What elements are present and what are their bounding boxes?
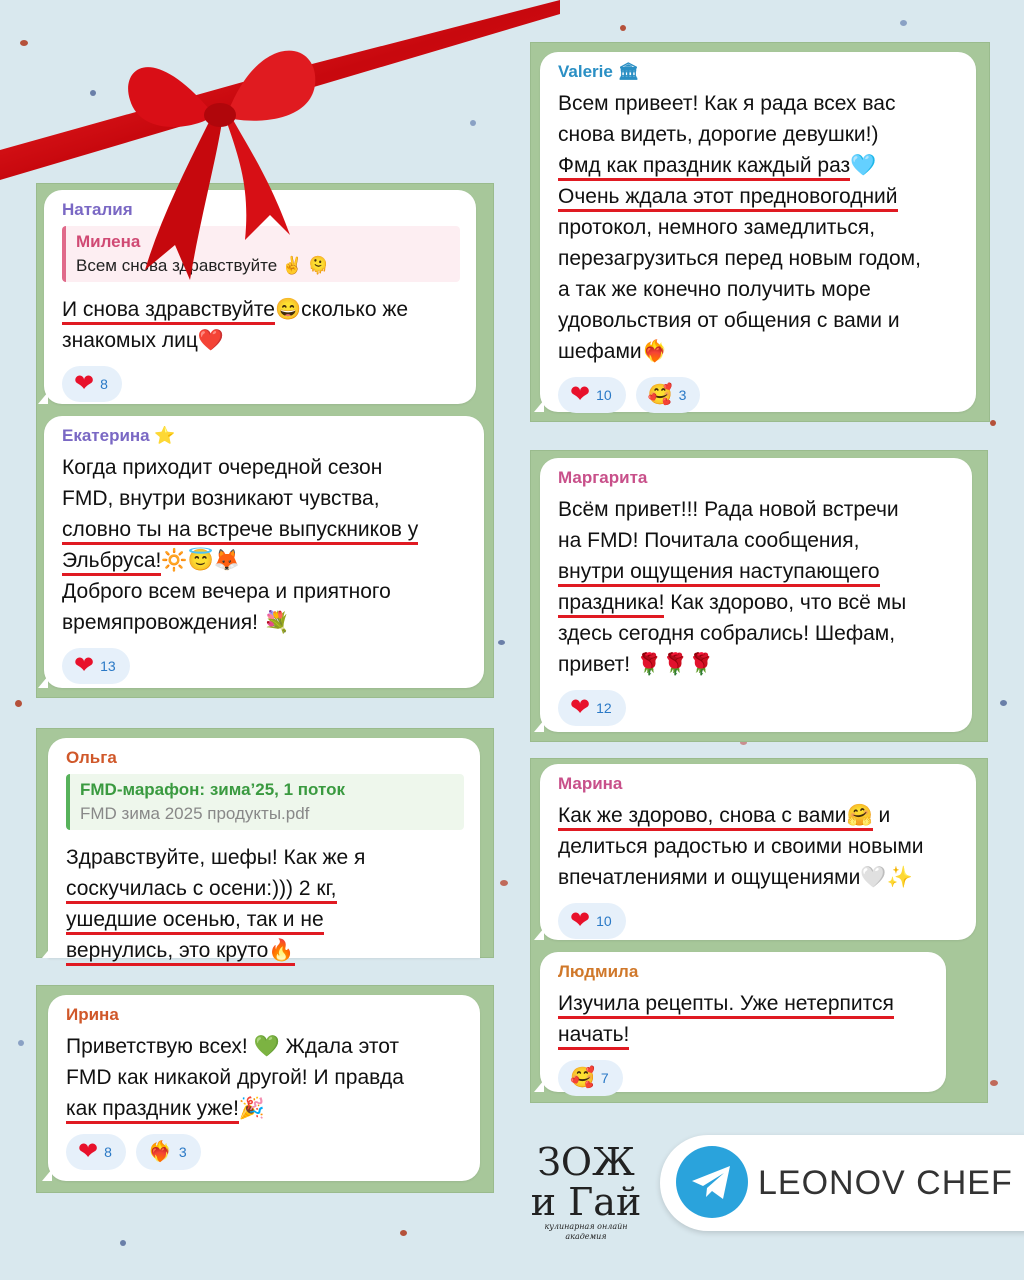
reaction-heart[interactable] xyxy=(62,648,130,684)
message-text: протокол, немного замедлиться, xyxy=(558,216,876,239)
message-text: Всём привет!!! Рада новой встречи xyxy=(558,498,899,521)
message-text: начать! xyxy=(558,1023,629,1050)
message-text: снова видеть, дорогие девушки!) xyxy=(558,123,879,146)
reaction-count: 10 xyxy=(596,913,612,929)
message-text: привет! 🌹🌹🌹 xyxy=(558,653,715,676)
reaction-smiling-hearts[interactable] xyxy=(636,377,701,413)
sender-name: Наталия xyxy=(62,200,133,219)
quote-text: Всем снова здравствуйте ✌️ 🫠 xyxy=(76,256,329,275)
sender-name: Людмила xyxy=(558,962,639,981)
smiling-face-hearts-icon: 🥰 xyxy=(647,384,673,406)
message-text: на FMD! Почитала сообщения, xyxy=(558,529,860,552)
message-margarita xyxy=(540,458,972,732)
smiling-face-hearts-icon: 🥰 xyxy=(570,1067,595,1089)
message-text: времяпровождения! 💐 xyxy=(62,611,290,634)
message-text: Всем привеет! Как я рада всех вас xyxy=(558,92,896,115)
message-text: вернулись, это круто🔥 xyxy=(66,939,295,966)
message-text: Как же здорово, снова с вами🤗 xyxy=(558,804,873,831)
reaction-heart[interactable] xyxy=(558,690,626,726)
reaction-count: 8 xyxy=(100,376,108,392)
reaction-count: 8 xyxy=(104,1144,112,1160)
message-text: Доброго всем вечера и приятного xyxy=(62,580,391,603)
message-text: соскучилась с осени:))) 2 кг, xyxy=(66,877,337,904)
message-text: Изучила рецепты. Уже нетерпится xyxy=(558,992,894,1019)
heart-icon: ❤ xyxy=(78,1138,99,1165)
message-text: словно ты на встрече выпускников у xyxy=(62,518,418,545)
message-text: здесь сегодня собрались! Шефам, xyxy=(558,622,896,645)
sender-name: Valerie 🏛 xyxy=(558,62,640,81)
heart-icon: ❤ xyxy=(74,370,95,397)
message-text: как праздник уже! xyxy=(66,1097,239,1124)
message-text: впечатлениями и ощущениями🤍✨ xyxy=(558,866,913,889)
message-text: делиться радостью и своими новыми xyxy=(558,835,924,858)
reaction-count: 13 xyxy=(100,658,116,674)
message-text: ушедшие осенью, так и не xyxy=(66,908,324,935)
message-text: Эльбруса! xyxy=(62,549,161,576)
message-text: шефами❤️‍🔥 xyxy=(558,340,668,363)
message-marina xyxy=(540,764,976,940)
reaction-heart[interactable] xyxy=(62,366,122,402)
message-text: Как здорово, что всё мы xyxy=(664,591,907,614)
reaction-smiling-hearts[interactable] xyxy=(558,1060,623,1096)
quote-author: Милена xyxy=(76,232,141,251)
message-text: 🔆😇🦊 xyxy=(161,549,240,572)
reply-quote[interactable] xyxy=(66,774,464,830)
reaction-heart[interactable] xyxy=(558,903,626,939)
message-text: Фмд как праздник каждый раз xyxy=(558,154,850,181)
sender-name: Маргарита xyxy=(558,468,648,487)
channel-name: LEONOV CHEF xyxy=(758,1164,1013,1202)
quote-file: FMD зима 2025 продукты.pdf xyxy=(80,804,310,823)
message-text: Здравствуйте, шефы! Как же я xyxy=(66,846,366,869)
message-text: 😄сколько же xyxy=(274,298,409,321)
message-valerie xyxy=(540,52,976,412)
message-text: 🎉 xyxy=(238,1097,266,1120)
reaction-count: 10 xyxy=(596,387,612,403)
heart-icon: ❤ xyxy=(570,907,591,934)
academy-logo xyxy=(530,1142,642,1242)
logo-main-text: ЗОЖ и Гай xyxy=(530,1140,642,1224)
reaction-count: 7 xyxy=(600,1070,609,1086)
heart-icon: ❤ xyxy=(74,652,95,679)
reaction-heart[interactable] xyxy=(558,377,626,413)
message-text: праздника! xyxy=(558,591,664,618)
message-ekaterina xyxy=(44,416,484,688)
quote-title: FMD-марафон: зима’25, 1 поток xyxy=(80,780,346,799)
reaction-heart[interactable] xyxy=(66,1134,126,1170)
message-text: удовольствия от общения с вами и xyxy=(558,309,900,332)
message-text: Приветствую всех! 💚 Ждала этот xyxy=(66,1035,400,1058)
message-olga xyxy=(48,738,480,962)
heart-icon: ❤ xyxy=(570,381,591,408)
reaction-fire-heart[interactable] xyxy=(136,1134,201,1170)
sender-name: Екатерина ⭐ xyxy=(62,426,176,445)
reaction-count: 12 xyxy=(596,700,612,716)
reaction-count: 3 xyxy=(678,387,687,403)
heart-icon: ❤ xyxy=(570,694,591,721)
logo-sub-text: кулинарная онлайн академия xyxy=(544,1222,628,1241)
reaction-count: 3 xyxy=(178,1144,187,1160)
message-text: и xyxy=(872,804,891,827)
message-text: FMD, внутри возникают чувства, xyxy=(62,487,380,510)
sender-name: Ирина xyxy=(66,1005,119,1024)
message-text: знакомых лиц❤️ xyxy=(62,329,225,352)
message-text: Очень ждала этот предновогодний xyxy=(558,185,898,212)
heart-on-fire-icon: ❤️‍🔥 xyxy=(147,1141,173,1163)
sender-name: Марина xyxy=(558,774,623,793)
red-bow-ribbon-icon xyxy=(0,0,560,300)
message-text: перезагрузиться перед новым годом, xyxy=(558,247,921,270)
message-text: Когда приходит очередной сезон xyxy=(62,456,383,479)
message-ludmila xyxy=(540,952,946,1092)
telegram-icon xyxy=(676,1146,748,1218)
message-text: 🩵 xyxy=(850,154,877,177)
sender-name: Ольга xyxy=(66,748,117,767)
message-text: а так же конечно получить море xyxy=(558,278,871,301)
message-text: FMD как никакой другой! И правда xyxy=(66,1066,404,1089)
message-text: внутри ощущения наступающего xyxy=(558,560,880,587)
message-text: И снова здравствуйте xyxy=(62,298,275,325)
message-irina xyxy=(48,995,480,1181)
